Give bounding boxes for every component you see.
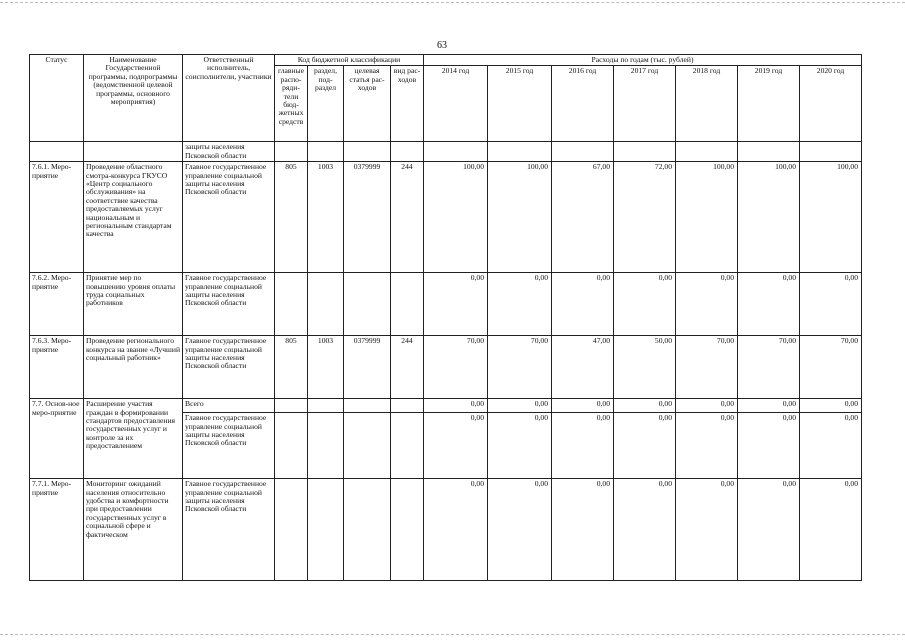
row-responsible: Всего [183, 399, 275, 413]
row-status: 7.7.1. Меро-приятие [30, 479, 84, 581]
row-vr [391, 273, 424, 336]
row-grbs [275, 479, 308, 581]
row-rzpr: 1003 [308, 162, 344, 273]
table-row [30, 336, 862, 399]
row-name: Расширение участия граждан в формировании стандартов предоставления государственных услуг и контроле за их предоставлением [84, 399, 183, 479]
header-year: 2015 год [488, 66, 552, 142]
row-value: 67,00 [552, 162, 614, 273]
row-value: 70,00 [676, 336, 738, 399]
row-status: 7.6.1. Меро-приятие [30, 162, 84, 273]
header-rzpr: раздел, под-раздел [308, 66, 344, 142]
row-csr [344, 273, 391, 336]
row-value: 0,00 [552, 399, 614, 413]
row-value: 47,00 [552, 336, 614, 399]
row-rzpr [308, 479, 344, 581]
row-value: 0,00 [552, 413, 614, 479]
row-name: Проведение областного смотра-конкурса ГКУСО «Центр социального обслуживания» на соответствие качества предоставляемых услуг национальным и региональным стандартам качества [84, 162, 183, 273]
row-responsible: Главное государственное управление социальной защиты населения Псковской области [183, 479, 275, 581]
header-year: 2016 год [552, 66, 614, 142]
row-value: 0,00 [800, 273, 862, 336]
row-vr [391, 479, 424, 581]
row-value: 0,00 [738, 413, 800, 479]
row-value: 0,00 [488, 413, 552, 479]
row-value: 100,00 [488, 162, 552, 273]
budget-table [29, 54, 862, 581]
row-value: 0,00 [800, 479, 862, 581]
row-value: 0,00 [552, 273, 614, 336]
row-value: 0,00 [424, 273, 488, 336]
row-value: 0,00 [676, 273, 738, 336]
row-value: 0,00 [738, 399, 800, 413]
row-responsible: Главное государственное управление социальной защиты населения Псковской области [183, 413, 275, 479]
row-value: 100,00 [424, 162, 488, 273]
row-value: 72,00 [614, 162, 676, 273]
row-vr: 244 [391, 162, 424, 273]
row-status: 7.6.2. Меро-приятие [30, 273, 84, 336]
row-grbs [275, 273, 308, 336]
row-value: 0,00 [676, 399, 738, 413]
table-row [30, 273, 862, 336]
scan-bottom-edge [0, 634, 905, 635]
row-status: 7.6.3. Меро-приятие [30, 336, 84, 399]
header-responsible: Ответственный исполнитель, соисполнители, участники [183, 55, 275, 142]
header-year: 2017 год [614, 66, 676, 142]
row-value: 0,00 [738, 273, 800, 336]
row-value: 50,00 [614, 336, 676, 399]
row-name: Принятие мер по повышению уровня оплаты труда социальных работников [84, 273, 183, 336]
row-value: 0,00 [424, 399, 488, 413]
continuation-text: защиты населения Псковской области [183, 142, 275, 162]
row-value: 70,00 [424, 336, 488, 399]
row-rzpr [308, 273, 344, 336]
row-value: 0,00 [488, 479, 552, 581]
row-value: 0,00 [488, 273, 552, 336]
continuation-row [30, 142, 862, 162]
row-value: 70,00 [800, 336, 862, 399]
header-year: 2018 год [676, 66, 738, 142]
header-year: 2014 год [424, 66, 488, 142]
header-year: 2019 год [738, 66, 800, 142]
row-value: 0,00 [552, 479, 614, 581]
row-value: 0,00 [614, 399, 676, 413]
row-csr: 0379999 [344, 336, 391, 399]
row-value: 0,00 [676, 479, 738, 581]
table-row [30, 399, 862, 413]
header-budget-code: Код бюджетной классификации [275, 55, 424, 66]
table-row [30, 479, 862, 581]
row-responsible: Главное государственное управление социальной защиты населения Псковской области [183, 336, 275, 399]
row-value: 0,00 [614, 273, 676, 336]
table-row [30, 162, 862, 273]
row-value: 100,00 [676, 162, 738, 273]
row-value: 0,00 [424, 479, 488, 581]
row-csr [344, 479, 391, 581]
row-value: 0,00 [676, 413, 738, 479]
row-csr: 0379999 [344, 162, 391, 273]
row-responsible: Главное государственное управление социальной защиты населения Псковской области [183, 162, 275, 273]
row-name: Мониторинг ожиданий населения относительно удобства и комфортности при предоставлении государственных услуг в социальной сфере и фактическом [84, 479, 183, 581]
header-grbs: главные распо-ряди-тели бюд-жетных средств [275, 66, 308, 142]
row-status: 7.7. Основ-ное меро-приятие [30, 399, 84, 479]
row-name: Проведение регионального конкурса на звание «Лучший социальный работник» [84, 336, 183, 399]
row-value: 0,00 [738, 479, 800, 581]
row-vr: 244 [391, 336, 424, 399]
row-value: 0,00 [800, 399, 862, 413]
row-value: 100,00 [800, 162, 862, 273]
header-year: 2020 год [800, 66, 862, 142]
row-value: 0,00 [488, 399, 552, 413]
row-grbs: 805 [275, 162, 308, 273]
header-expenses: Расходы по годам (тыс. рублей) [424, 55, 862, 66]
row-value: 0,00 [424, 413, 488, 479]
page-number: 63 [437, 40, 447, 51]
header-name: Наименование Государственной программы, подпрограммы (ведомственной целевой программы, основного мероприятия) [84, 55, 183, 142]
row-value: 0,00 [800, 413, 862, 479]
header-csr: целевая статья рас-ходов [344, 66, 391, 142]
row-rzpr: 1003 [308, 336, 344, 399]
row-responsible: Главное государственное управление социальной защиты населения Псковской области [183, 273, 275, 336]
header-vr: вид рас-ходов [391, 66, 424, 142]
scan-top-edge [0, 2, 905, 3]
row-value: 0,00 [614, 413, 676, 479]
row-value: 100,00 [738, 162, 800, 273]
row-grbs: 805 [275, 336, 308, 399]
row-value: 70,00 [488, 336, 552, 399]
header-status: Статус [30, 55, 84, 142]
row-value: 70,00 [738, 336, 800, 399]
row-value: 0,00 [614, 479, 676, 581]
